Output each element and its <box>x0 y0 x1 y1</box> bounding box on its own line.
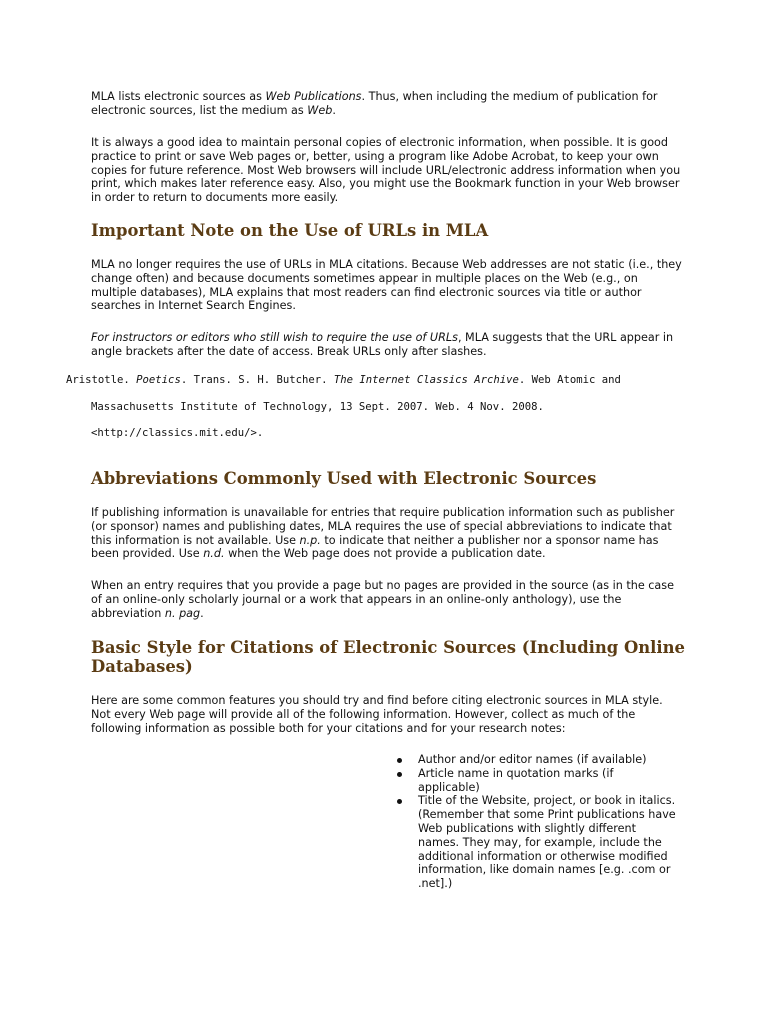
urls-paragraph-2 <box>91 331 683 359</box>
list-item <box>418 753 676 767</box>
bullet-icon <box>397 772 402 777</box>
abbrev-paragraph-2 <box>91 579 683 620</box>
text-run: . Thus, when including the medium of publication for electronic sources, list the medium as <box>91 90 658 117</box>
intro-paragraph-2: It is always a good idea to maintain personal copies of electronic information, when possible. It is good practice to print or save Web pages or, better, using a program like Adobe Acrobat, to keep your own copies for future reference. Most Web browsers will include URL/electronic address information when you print, which makes later reference easy. Also, you might use the Bookmark function in your Web browser in order to return to documents more easily. <box>91 136 681 205</box>
bullet-icon <box>397 758 402 763</box>
text-run: . <box>200 606 204 620</box>
emphasis-web: Web <box>307 103 333 117</box>
citation-line-3: <http://classics.mit.edu/>. <box>91 427 264 439</box>
text-run: when the Web page does not provide a publication date. <box>224 547 546 561</box>
text-run: . Web Atomic and <box>518 374 621 386</box>
emphasis-instructors: For instructors or editors who still wish to require the use of URLs <box>91 331 458 344</box>
list-item-text: Author and/or editor names (if available) <box>418 753 647 766</box>
list-item <box>418 767 676 795</box>
list-item <box>418 794 676 891</box>
emphasis-np: n.p. <box>299 533 321 547</box>
text-run: When an entry requires that you provide a page but no pages are provided in the source (as in the case of an online-only scholarly journal or a work that appears in an online-only anthology), use the abbreviation <box>91 579 674 620</box>
emphasis-classics-archive: The Internet Classics Archive <box>333 374 519 386</box>
text-run: to indicate that neither a publisher nor a sponsor name has been provided. Use <box>91 533 659 561</box>
emphasis-poetics: Poetics <box>136 374 181 386</box>
text-run: Aristotle. <box>66 374 137 386</box>
text-run: . Trans. S. H. Butcher. <box>180 374 334 386</box>
bullet-icon <box>397 799 402 804</box>
text-run: MLA lists electronic sources as <box>91 90 266 103</box>
heading-urls-in-mla: Important Note on the Use of URLs in MLA <box>91 221 489 240</box>
list-item-text: Title of the Website, project, or book in italics. (Remember that some Print publications have Web publications with slightly different names. They may, for example, include the additional information or otherwise modified information, like domain names [e.g. .com or .net].) <box>418 794 676 891</box>
basic-paragraph-1: Here are some common features you should try and find before citing electronic sources in MLA style. Not every Web page will provide all of the following information. However, collect as much of the following information as possible both for your citations and for your research notes: <box>91 694 663 735</box>
citation-line-1 <box>66 374 621 387</box>
heading-abbreviations: Abbreviations Commonly Used with Electronic Sources <box>91 469 597 488</box>
list-item-text: Article name in quotation marks (if applicable) <box>418 766 614 794</box>
feature-bullet-list <box>418 753 676 891</box>
citation-line-2: Massachusetts Institute of Technology, 13 Sept. 2007. Web. 4 Nov. 2008. <box>91 401 544 413</box>
text-run: . <box>332 103 336 117</box>
urls-paragraph-1: MLA no longer requires the use of URLs in MLA citations. Because Web addresses are not static (i.e., they change often) and because documents sometimes appear in multiple places on the Web (e.g., on multiple databases), MLA explains that most readers can find electronic sources via title or author searches in Internet Search Engines. <box>91 258 682 313</box>
emphasis-nd: n.d. <box>203 547 225 561</box>
emphasis-npag: n. pag <box>164 606 201 620</box>
emphasis-web-publications: Web Publications <box>265 90 362 103</box>
intro-paragraph-1 <box>91 90 683 118</box>
heading-basic-style: Basic Style for Citations of Electronic Sources (Including Online Databases) <box>91 638 685 676</box>
text-run: If publishing information is unavailable for entries that require publication information such as publisher (or sponsor) names and publishing dates, MLA requires the use of special abbreviations to indicate that this information is not available. Use <box>91 506 675 547</box>
abbrev-paragraph-1 <box>91 506 683 561</box>
text-run: , MLA suggests that the URL appear in angle brackets after the date of access. Break URLs only after slashes. <box>91 331 674 358</box>
